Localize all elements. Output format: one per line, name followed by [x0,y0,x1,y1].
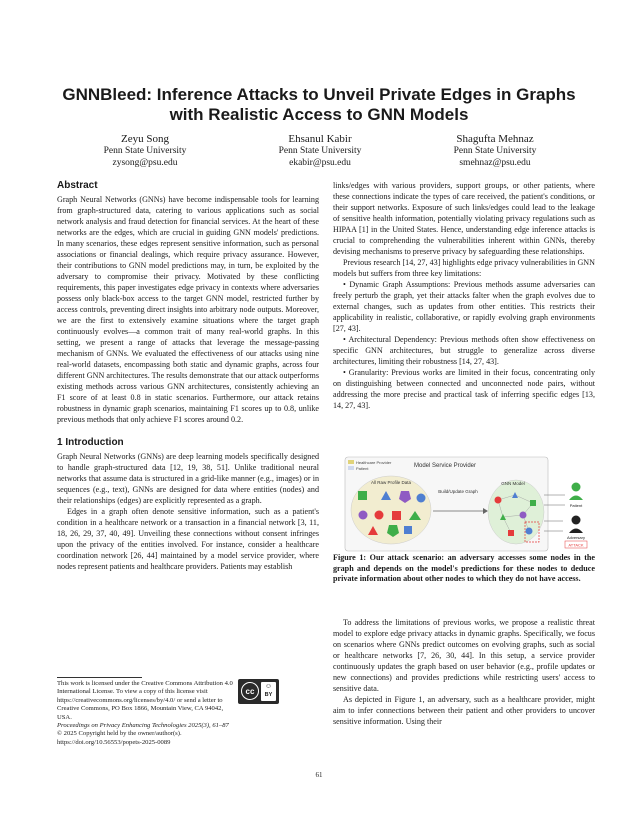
author-email[interactable]: smehnaz@psu.edu [459,157,531,168]
paper-title [40,85,598,125]
intro-paragraph-1: Graph Neural Networks (GNNs) are deep learning models specifically designed to handle graph-structured data [12, 19, 38, 51]. Unlike traditional neural networks that assume data is structured in a grid-like manner (e.g., images) or in sequences (e.g., text), GNNs are designed for data where entities (nodes) and their relationships (edges) are explicitly represented as a graph. [57,452,319,505]
page-number: 61 [315,771,323,779]
footnote [57,680,319,747]
by-icon [261,682,276,701]
bullet-architectural: • Architectural Dependency: Previous methods often show effectiveness on specific GNN architectures, but struggle to generalize across diverse architectures, limiting their robustness [14, 27, 43]. [333,335,595,366]
author-affiliation: Penn State University [278,146,362,156]
license-text: This work is licensed under the Creative Commons Attribution 4.0 International License. To view a copy of this license visit https://creativecommons.org/licenses/by/4.0/ or send a letter to Creative Commons, PO Box 1866, Mountain View, CA 94042, USA. [57,680,233,721]
bullet-dynamic-graph: • Dynamic Graph Assumptions: Previous methods assume adversaries can freely perturb the graph, yet their attacks falter when the graph evolves due to external changes, such as updates from other entities. This restricts their applicability in realistic, collaborative, or rapidly evolving graph environments [27, 43]. [333,280,595,333]
right-paragraph-2: Previous research [14, 27, 43] highlights edge privacy vulnerabilities in GNN models but suffers from three key limitations: [333,258,595,278]
shape-square [358,491,367,500]
right-column-lower [333,617,595,727]
footnote-rule [57,677,142,678]
right-paragraph-4: As depicted in Figure 1, an adversary, such as a healthcare provider, might aim to infer connections between their patient and other providers to uncover sensitive information. Using their [333,695,595,726]
bullet-granularity: • Granularity: Previous works are limited in their focus, concentrating only on distinguishing between connected and unconnected node pairs, without addressing the more precise and practical task of inferring specific edges [13, 14, 27, 43]. [333,368,595,410]
proceedings-line: Proceedings on Privacy Enhancing Technologies 2025(3), 61–87 [57,722,229,730]
author-email[interactable]: ekabir@psu.edu [289,157,351,168]
abstract-text: Graph Neural Networks (GNNs) have become indispensable tools for learning from graph-structured data, catering to various applications such as social network analysis and fraud detection for financial services. At the heart of these networks are the edges, which are crucial in guiding GNN models' predictions. In many scenarios, these edges represent sensitive information, such as personal associations or financial dealings, which require privacy assurance. However, their contributions to GNN model predictions may, in turn, be exploited by the adversary to compromise their privacy. Motivated by these conflicting requirements, this paper investigates edge privacy in contexts where adversaries possess only black-box access to the target GNN model, restricted further by access controls, preventing direct insights into arbitrary node outputs. Moreover, we are the first to extensively examine situations where the target graph continuously evolves—a common trait of many real-world graphs. In this setting, we present a range of attacks that leverage the message-passing mechanism of GNNs. We evaluated the effectiveness of our attacks using nine real-world datasets, encompassing both static and dynamic graphs, across four different GNN architectures. The results demonstrate that our attack outperforms existing methods across various GNN architectures, consistently achieving an F1 score of at least 0.8 in static scenarios. Furthermore, our attack retains robustness in dynamic graph scenarios, maintaining F1 scores up to 0.8, unlike previous methods that only achieve F1 scores around 0.2. [57,195,319,424]
graph-node [526,528,533,535]
graph-node [520,512,527,519]
shape-circle [359,511,368,520]
left-column [57,180,319,572]
doi-link[interactable]: https://doi.org/10.56553/popets-2025-0089 [57,738,171,746]
author-affiliation: Penn State University [453,146,537,156]
adversary-label: Adversary [566,535,586,540]
intro-paragraph-2: Edges in a graph often denote sensitive information, such as a patient's condition in a healthcare network or a transaction in a financial network [3, 11, 18, 26, 29, 37, 40, 49]. Unveiling these connections without consent infringes upon the privacy of the entities involved. For instance, consider a healthcare coordination network [26, 44] maintained by a model service provider, where nodes represent patients and healthcare providers. Patients may establish [57,507,319,571]
intro-heading: 1 Introduction [57,437,124,448]
author-block [60,133,580,169]
right-paragraph-1: links/edges with various providers, support groups, or other patients, where these connections indicate the types of care received, the patient's conditions, or their support networks. Exposure of such links/edges could lead to the leakage of sensitive health information, potentially violating privacy regulations such as HIPAA [1] in the United States. Hence, understanding edge inference attacks is crucial to comprehending the vulnerabilities inherent within GNNs, thereby devising mechanisms to preserve privacy by safeguarding these relationships. [333,181,595,256]
author-name: Ehsanul Kabir [288,133,352,145]
gnn-model-label: GNN Model [501,481,525,486]
author-email[interactable]: zysong@psu.edu [112,157,178,168]
patient-label: Patient [569,503,583,508]
graph-node [508,530,514,536]
author-2 [235,133,405,169]
attack-label: ATTACK [568,542,584,548]
patient-body-icon [569,496,583,501]
build-update-label: Build/Update Graph [438,489,478,494]
graph-node [530,500,536,506]
author-name: Zeyu Song [121,133,169,145]
author-3 [410,133,580,169]
adversary-body-icon [569,529,583,534]
shape-square [404,526,412,534]
copyright-line: © 2025 Copyright held by the owner/author(s). [57,730,182,738]
patient-icon [572,483,581,492]
title-line-1: GNNBleed: Inference Attacks to Unveil Private Edges in Graphs [62,85,576,104]
abstract-heading: Abstract [57,180,98,191]
gnn-model-ellipse [488,480,544,544]
author-name: Shagufta Mehnaz [456,133,534,145]
cc-by-badge[interactable] [238,679,279,704]
person-icon: ☺ [264,683,273,690]
by-label: BY [264,692,273,698]
shape-square [392,511,401,520]
legend-patient-swatch [348,466,354,470]
title-line-2: with Realistic Access to GNN Models [169,105,469,124]
legend-provider-swatch [348,460,354,464]
legend-provider-label: Healthcare Provider [356,460,392,465]
legend-patient-label: Patient [356,466,369,471]
adversary-icon [572,516,581,525]
shape-circle [375,511,384,520]
shape-circle [417,494,426,503]
service-provider-title: Model Service Provider [413,463,477,469]
figure-1-attack-scenario [333,455,595,553]
right-paragraph-3: To address the limitations of previous works, we propose a realistic threat model to explore edge privacy attacks in dynamic graphs. Specifically, we focus on scenarios where GNNs predict outcomes on evolving graphs, such as social or healthcare networks [7, 26, 30, 44]. In this setup, a service provider continuously updates the graph based on user behavior (e.g., profile updates or new connections) and provides predictions while restricting users' access to sensitive data. [333,618,595,693]
author-1 [60,133,230,169]
raw-data-label: All Raw Profile Data [370,480,412,485]
figure-caption: Figure 1: Our attack scenario: an adversary accesses some nodes in the graph and depends on the model's predictions for these nodes to deduce private information about other nodes to which they do not have access. [333,553,595,583]
cc-icon: cc [241,682,259,700]
author-affiliation: Penn State University [103,146,187,156]
right-column [333,180,595,411]
graph-node [495,497,502,504]
